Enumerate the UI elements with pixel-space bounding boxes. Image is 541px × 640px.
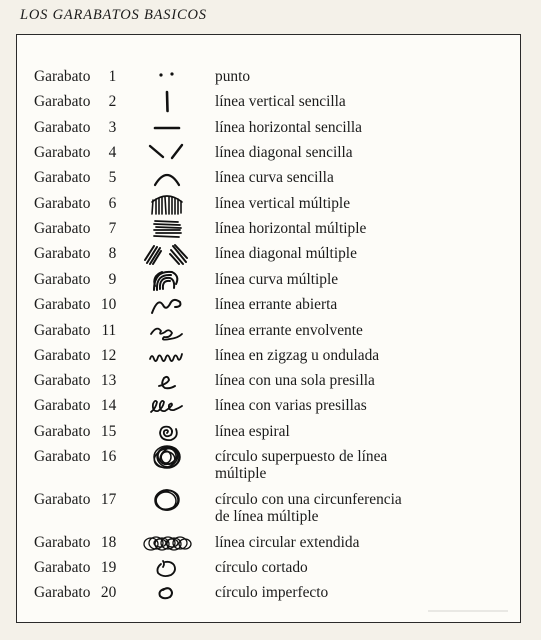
- section-heading: LOS GARABATOS BASICOS: [20, 7, 207, 23]
- multiple-vertical-icon: [142, 192, 192, 216]
- scribble-description-line: de línea múltiple: [215, 508, 319, 525]
- scribble-description-line: línea con varias presillas: [215, 397, 367, 414]
- scribble-label-text: Garabato: [34, 68, 91, 85]
- scribble-label: [34, 296, 116, 313]
- scribble-label: [34, 491, 116, 508]
- scribble-number: 5: [108, 169, 117, 186]
- scribble-label: [34, 119, 116, 136]
- scribble-number: 16: [100, 448, 117, 465]
- scribble-label: [34, 372, 116, 389]
- scribble-label: [34, 347, 116, 364]
- scribble-description-line: línea circular extendida: [215, 534, 360, 551]
- scribble-number: 7: [108, 220, 117, 237]
- print-smudge: [428, 610, 508, 612]
- scribble-label-text: Garabato: [34, 423, 91, 440]
- scribble-description: [215, 397, 515, 414]
- scribble-number: 1: [108, 68, 117, 85]
- scribble-description-line: línea con una sola presilla: [215, 372, 375, 389]
- scribble-description-line: línea diagonal múltiple: [215, 245, 357, 262]
- scribble-label-text: Garabato: [34, 195, 91, 212]
- scribble-description: [215, 93, 515, 110]
- scribble-description-line: múltiple: [215, 465, 267, 482]
- scribble-description-line: línea horizontal sencilla: [215, 119, 363, 136]
- scribble-description: [215, 423, 515, 440]
- scribble-description: [215, 534, 515, 551]
- scribble-label-text: Garabato: [34, 372, 91, 389]
- scribble-description: [215, 296, 515, 313]
- diagonal-lines-icon: [142, 141, 192, 165]
- scribble-label-text: Garabato: [34, 144, 91, 161]
- roaming-open-icon: [142, 293, 192, 317]
- multiple-curve-icon: [142, 268, 192, 292]
- imperfect-circle-icon: [142, 581, 192, 605]
- scribble-description: [215, 169, 515, 186]
- scribble-number: 4: [108, 144, 117, 161]
- scribble-description-line: línea vertical sencilla: [215, 93, 346, 110]
- scribble-description-line: línea horizontal múltiple: [215, 220, 367, 237]
- scribble-label: [34, 220, 116, 237]
- scribble-description-line: línea espiral: [215, 423, 290, 440]
- scribble-description: [215, 322, 515, 339]
- scribble-number: 18: [100, 534, 117, 551]
- scribble-description-line: línea errante envolvente: [215, 322, 363, 339]
- scribble-label-text: Garabato: [34, 119, 91, 136]
- scribble-number: 14: [100, 397, 117, 414]
- zigzag-icon: [142, 344, 192, 368]
- scribble-description-line: línea vertical múltiple: [215, 195, 351, 212]
- scribble-label-text: Garabato: [34, 271, 91, 288]
- scribble-description-line: línea diagonal sencilla: [215, 144, 353, 161]
- scribble-label: [34, 93, 116, 110]
- scribble-label: [34, 397, 116, 414]
- scribble-description: [215, 372, 515, 389]
- spiral-icon: [142, 420, 192, 444]
- scribble-number: 19: [100, 559, 117, 576]
- scribble-label-text: Garabato: [34, 296, 91, 313]
- scribble-label: [34, 322, 116, 339]
- scribble-label: [34, 584, 116, 601]
- scribble-description: [215, 491, 515, 525]
- scribble-label-text: Garabato: [34, 347, 91, 364]
- cut-circle-icon: [142, 556, 192, 580]
- roaming-enclosing-icon: [142, 319, 192, 343]
- scribble-label-text: Garabato: [34, 93, 91, 110]
- scribble-label: [34, 144, 116, 161]
- scribble-number: 3: [108, 119, 117, 136]
- multiple-horizontal-icon: [142, 217, 192, 241]
- scribble-label-text: Garabato: [34, 220, 91, 237]
- scribble-description: [215, 584, 515, 601]
- scribble-label-text: Garabato: [34, 169, 91, 186]
- scribble-label: [34, 448, 116, 465]
- scribble-label: [34, 245, 116, 262]
- scribble-description-line: línea curva sencilla: [215, 169, 334, 186]
- scribble-number: 6: [108, 195, 117, 212]
- scribble-label: [34, 195, 116, 212]
- scribble-description-line: círculo imperfecto: [215, 584, 329, 601]
- scribble-number: 11: [101, 322, 117, 339]
- scribble-label-text: Garabato: [34, 559, 91, 576]
- scribble-description: [215, 271, 515, 288]
- scribble-description: [215, 448, 515, 482]
- scribble-label: [34, 423, 116, 440]
- multiple-loops-icon: [142, 394, 192, 418]
- scribble-description-line: círculo superpuesto de línea: [215, 448, 388, 465]
- scribble-description: [215, 144, 515, 161]
- scribble-description: [215, 68, 515, 85]
- scribble-description-line: círculo con una circunferencia: [215, 491, 402, 508]
- scribble-number: 9: [108, 271, 117, 288]
- scribbles-table: [16, 34, 521, 623]
- overlapping-circle-icon: [142, 445, 192, 469]
- scribble-label: [34, 271, 116, 288]
- scribble-description-line: punto: [215, 68, 251, 85]
- scribble-description-line: línea en zigzag u ondulada: [215, 347, 380, 364]
- scribble-label-text: Garabato: [34, 322, 91, 339]
- scribble-label-text: Garabato: [34, 397, 91, 414]
- scribble-label-text: Garabato: [34, 491, 91, 508]
- scribble-number: 8: [108, 245, 117, 262]
- vertical-line-icon: [142, 90, 192, 114]
- scribble-label-text: Garabato: [34, 534, 91, 551]
- scribble-number: 13: [100, 372, 117, 389]
- scribble-description: [215, 195, 515, 212]
- horizontal-line-icon: [142, 116, 192, 140]
- scribble-label-text: Garabato: [34, 245, 91, 262]
- scribble-description-line: círculo cortado: [215, 559, 308, 576]
- scribble-number: 12: [100, 347, 117, 364]
- scribble-description: [215, 245, 515, 262]
- scribble-label-text: Garabato: [34, 448, 91, 465]
- scribble-label-text: Garabato: [34, 584, 91, 601]
- scribble-description: [215, 559, 515, 576]
- extended-circular-icon: [142, 531, 192, 555]
- scribble-description: [215, 347, 515, 364]
- multiple-diagonal-icon: [142, 242, 192, 266]
- scribble-description-line: línea errante abierta: [215, 296, 338, 313]
- scribble-description-line: línea curva múltiple: [215, 271, 339, 288]
- dots-icon: [142, 65, 192, 89]
- scribble-label: [34, 68, 116, 85]
- scribble-number: 17: [100, 491, 117, 508]
- scribble-number: 2: [108, 93, 117, 110]
- scribble-description: [215, 119, 515, 136]
- scribble-number: 15: [100, 423, 117, 440]
- scribble-description: [215, 220, 515, 237]
- scribble-label: [34, 559, 116, 576]
- scribble-number: 20: [100, 584, 117, 601]
- multi-circumference-circle-icon: [142, 488, 192, 512]
- curve-icon: [142, 166, 192, 190]
- scribble-label: [34, 534, 116, 551]
- scribble-number: 10: [100, 296, 117, 313]
- scribble-label: [34, 169, 116, 186]
- single-loop-icon: [142, 369, 192, 393]
